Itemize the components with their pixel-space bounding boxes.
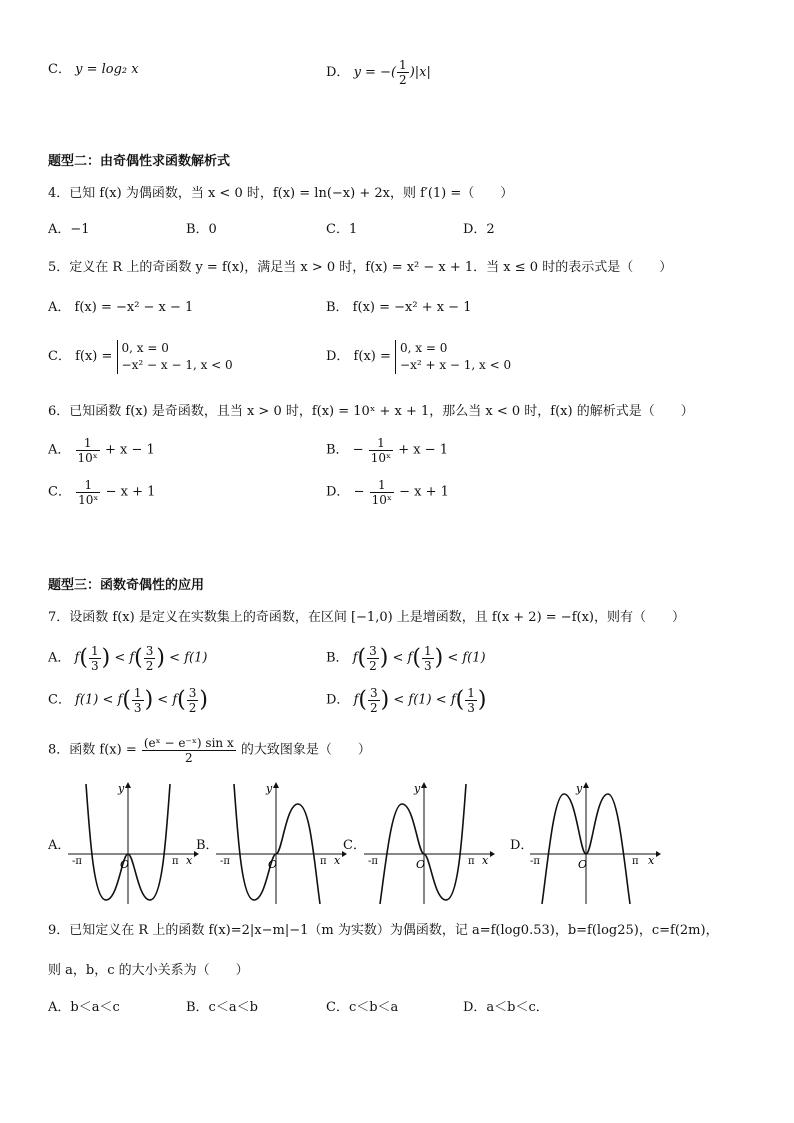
minus-sign: −: [352, 442, 364, 458]
paren: ): [156, 645, 165, 671]
case-line: −x² − x − 1, x < 0: [121, 358, 233, 372]
q9-option-b[interactable]: B．c＜a＜b: [186, 1000, 258, 1015]
option-expr-tail: + x − 1: [398, 442, 449, 458]
neg-pi-label: -π: [530, 856, 540, 867]
fraction: [89, 644, 101, 673]
q5-option-d[interactable]: [326, 340, 511, 374]
q3-option-d[interactable]: [326, 58, 431, 87]
option-expr: y = log₂ x: [75, 62, 139, 77]
fraction: [368, 686, 380, 715]
q4-stem: 4．已知 f(x) 为偶函数，当 x < 0 时，f(x) = ln(−x) + 2x，则 f′(1) =（ ）: [48, 186, 514, 201]
option-label: D．: [326, 692, 350, 708]
pi-label: π: [320, 856, 327, 867]
q6-stem: 6．已知函数 f(x) 是奇函数，且当 x > 0 时，f(x) = 10ˣ + x + 1，那么当 x < 0 时，f(x) 的解析式是（ ）: [48, 404, 694, 419]
numerator: 1: [76, 478, 100, 493]
paren: (: [177, 687, 186, 713]
func-f: f: [450, 692, 456, 708]
option-label: C． f(x) =: [48, 349, 113, 364]
y-axis-arrow: [125, 782, 131, 788]
graph-d[interactable]: [528, 780, 662, 906]
denominator: 2: [188, 701, 197, 715]
x-label: x: [648, 854, 655, 867]
option-label: B．: [326, 650, 349, 666]
q7-option-d[interactable]: [326, 686, 486, 715]
curve: [234, 784, 320, 904]
q7-stem: 7．设函数 f(x) 是定义在实数集上的奇函数，在区间 [−1,0) 上是增函数，且 f(x + 2) = −f(x)，则有（ ）: [48, 610, 685, 625]
numerator: 1: [90, 644, 99, 658]
q8-option-c-label[interactable]: C．: [343, 838, 366, 853]
option-label: C．: [48, 692, 71, 708]
q6-option-b[interactable]: [326, 436, 448, 465]
x-axis-arrow: [490, 851, 495, 857]
q7-option-b[interactable]: [326, 644, 486, 673]
fraction: [397, 58, 409, 87]
paren: (: [134, 645, 143, 671]
option-label: B．: [326, 442, 349, 458]
fraction: [465, 686, 477, 715]
case-line: 0, x = 0: [121, 341, 169, 355]
x-axis-arrow: [194, 851, 199, 857]
less-than: <: [393, 692, 405, 708]
fraction: [76, 436, 100, 465]
paren: ): [380, 687, 390, 713]
q6-option-c[interactable]: [48, 478, 155, 507]
q5-option-c[interactable]: [48, 340, 233, 374]
denominator: 2: [369, 659, 377, 673]
graph-b[interactable]: [214, 780, 348, 906]
denominator: 3: [133, 701, 142, 715]
numerator: 1: [76, 436, 100, 451]
paren: ): [199, 687, 208, 713]
func-f: f: [352, 650, 358, 666]
stem-suffix: 的大致图象是（ ）: [240, 742, 371, 758]
q7-option-a[interactable]: [48, 644, 207, 673]
denominator: 2: [145, 659, 154, 673]
numerator: 1: [423, 644, 432, 658]
func-f: f: [74, 650, 80, 666]
fraction: [422, 644, 434, 673]
y-label: y: [576, 782, 583, 795]
denominator: 2: [399, 73, 407, 87]
option-label: D．: [326, 65, 350, 80]
func-f: f: [117, 692, 123, 708]
q8-stem: [48, 736, 371, 765]
neg-pi-label: -π: [220, 856, 230, 867]
q9-option-c[interactable]: C．c＜b＜a: [326, 1000, 399, 1015]
minus-sign: −: [353, 484, 365, 500]
paren: ): [434, 645, 444, 671]
numerator: 1: [133, 686, 142, 700]
pi-label: π: [172, 856, 179, 867]
origin-label: O: [416, 858, 426, 871]
func-f: f: [353, 692, 359, 708]
less-than: <: [157, 692, 169, 708]
curve: [380, 784, 466, 904]
q8-option-a-label[interactable]: A．: [48, 838, 71, 853]
less-than: <: [102, 692, 114, 708]
f-of-1: f(1): [462, 650, 486, 666]
denominator: 2: [369, 701, 378, 715]
numerator: (eˣ − e⁻ˣ) sin x: [143, 736, 234, 750]
less-than: <: [169, 650, 181, 666]
q4-option-b[interactable]: B．0: [186, 222, 217, 237]
option-expr-tail: − x + 1: [399, 484, 449, 500]
func-f: f: [172, 692, 178, 708]
paren: (: [412, 645, 421, 671]
q4-option-d[interactable]: D．2: [463, 222, 495, 237]
denominator: 3: [467, 701, 475, 715]
neg-pi-label: -π: [368, 856, 378, 867]
less-than: <: [435, 692, 447, 708]
section-title: 题型二：由奇偶性求函数解析式: [48, 154, 231, 169]
x-label: x: [482, 854, 489, 867]
option-expr-tail: − x + 1: [105, 484, 156, 500]
fraction: [367, 644, 379, 673]
x-label: x: [334, 854, 341, 867]
q4-option-a[interactable]: A．−1: [48, 222, 90, 237]
piecewise-cases: [117, 340, 233, 374]
pi-label: π: [468, 856, 475, 867]
graph-c[interactable]: [362, 780, 496, 906]
fraction: [369, 436, 393, 465]
q8-option-d-label[interactable]: D．: [510, 838, 534, 853]
paren: ): [379, 645, 389, 671]
case-line: −x² + x − 1, x < 0: [400, 358, 512, 372]
func-f: f: [129, 650, 135, 666]
y-label: y: [266, 782, 273, 795]
option-label: A．: [48, 650, 71, 666]
option-label: D． f(x) =: [326, 349, 391, 364]
less-than: <: [392, 650, 404, 666]
numerator: 3: [145, 644, 154, 658]
x-label: x: [186, 854, 193, 867]
numerator: 3: [188, 686, 197, 700]
numerator: 1: [369, 436, 393, 451]
q5-option-a[interactable]: A． f(x) = −x² − x − 1: [48, 300, 194, 315]
paren: ): [144, 687, 154, 713]
paren: (: [358, 687, 367, 713]
neg-pi-label: -π: [72, 856, 82, 867]
option-label: D．: [326, 484, 350, 500]
paren: ): [477, 687, 487, 713]
denominator: 10ˣ: [371, 493, 392, 507]
denominator: 3: [423, 659, 432, 673]
paren: (: [357, 645, 367, 671]
piecewise-cases: [395, 340, 511, 374]
numerator: 1: [467, 686, 475, 700]
origin-label: O: [120, 858, 130, 871]
numerator: 1: [399, 58, 407, 72]
less-than: <: [114, 650, 126, 666]
paren: (: [455, 687, 465, 713]
numerator: 1: [370, 478, 394, 493]
less-than: <: [447, 650, 459, 666]
denominator: 10ˣ: [77, 451, 98, 465]
func-f: f: [407, 650, 413, 666]
fraction: [142, 736, 236, 765]
q5-option-b[interactable]: B． f(x) = −x² + x − 1: [326, 300, 472, 315]
paren: (: [122, 687, 131, 713]
y-label: y: [414, 782, 421, 795]
fraction: [144, 644, 156, 673]
graph-a[interactable]: [66, 780, 200, 906]
section-title: 题型三：函数奇偶性的应用: [48, 578, 205, 593]
q9-option-a[interactable]: A．b＜a＜c: [48, 1000, 120, 1015]
option-expr-tail: )|x|: [409, 65, 431, 80]
option-label: C．: [48, 484, 71, 500]
origin-label: O: [268, 858, 278, 871]
option-expr-tail: + x − 1: [105, 442, 155, 458]
fraction: [187, 686, 199, 715]
f-of-1: f(1): [184, 650, 208, 666]
option-expr: y = −(: [353, 65, 397, 80]
numerator: 3: [369, 644, 377, 658]
y-axis-arrow: [273, 782, 279, 788]
f-of-1: f(1): [408, 692, 432, 708]
pi-label: π: [632, 856, 639, 867]
x-axis-arrow: [342, 851, 347, 857]
q9-option-d[interactable]: D．a＜b＜c．: [463, 1000, 549, 1015]
f-of-1: f(1): [75, 692, 99, 708]
y-label: y: [118, 782, 125, 795]
case-line: 0, x = 0: [400, 341, 448, 355]
q3-option-c[interactable]: [48, 62, 139, 78]
q6-option-a[interactable]: [48, 436, 155, 465]
q8-option-b-label[interactable]: B．: [196, 838, 219, 853]
x-axis-arrow: [656, 851, 661, 857]
q7-option-c[interactable]: [48, 686, 208, 715]
numerator: 3: [369, 686, 378, 700]
q9-stem-line2: 则 a，b，c 的大小关系为（ ）: [48, 963, 249, 978]
y-axis-arrow: [421, 782, 427, 788]
fraction: [132, 686, 144, 715]
y-axis-arrow: [583, 782, 589, 788]
denominator: 2: [184, 751, 193, 765]
fraction: [76, 478, 100, 507]
q4-option-c[interactable]: C．1: [326, 222, 358, 237]
denominator: 10ˣ: [370, 451, 392, 465]
paren: ): [101, 645, 111, 671]
stem-prefix: 8．函数 f(x) =: [48, 742, 137, 758]
q9-stem-line1: 9．已知定义在 R 上的函数 f(x)=2|x−m|−1（m 为实数）为偶函数，记 a=f(log0.53)，b=f(log25)，c=f(2m)，: [48, 923, 719, 938]
denominator: 10ˣ: [78, 493, 99, 507]
fraction: [370, 478, 394, 507]
paren: (: [79, 645, 88, 671]
option-label: A．: [48, 442, 71, 458]
option-label: C．: [48, 62, 71, 77]
q5-stem: 5．定义在 R 上的奇函数 y = f(x)，满足当 x > 0 时，f(x) = x² − x + 1．当 x ≤ 0 时的表示式是（ ）: [48, 260, 673, 275]
origin-label: O: [578, 858, 588, 871]
denominator: 3: [90, 659, 99, 673]
q6-option-d[interactable]: [326, 478, 449, 507]
